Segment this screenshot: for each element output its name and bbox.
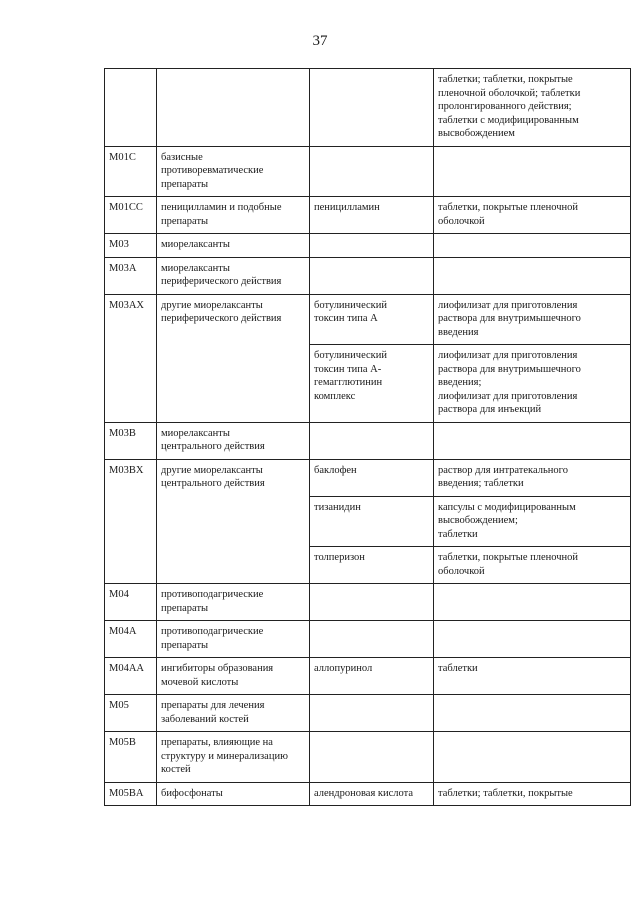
atc-code-cell: M01C	[105, 146, 157, 197]
dosage-form-cell	[434, 695, 631, 732]
table-row	[105, 732, 631, 783]
anatomical-group-cell: бифосфонаты	[157, 782, 310, 806]
atc-code-cell: M01CC	[105, 197, 157, 234]
drug-name-cell: тизанидин	[310, 496, 434, 547]
atc-code-cell: M05B	[105, 732, 157, 783]
drug-name-cell: ботулинический токсин типа А- гемагглютинин комплекс	[310, 345, 434, 423]
drug-table	[104, 68, 631, 806]
table-row	[105, 146, 631, 197]
drug-name-cell: толперизон	[310, 547, 434, 584]
anatomical-group-cell: препараты для лечения заболеваний костей	[157, 695, 310, 732]
table-row	[105, 658, 631, 695]
dosage-form-cell: таблетки	[434, 658, 631, 695]
drug-name-cell: баклофен	[310, 459, 434, 496]
atc-code-cell: M04A	[105, 621, 157, 658]
drug-name-cell: ботулинический токсин типа А	[310, 294, 434, 345]
dosage-form-cell: таблетки, покрытые пленочной оболочкой	[434, 547, 631, 584]
table-row	[105, 422, 631, 459]
table-row	[105, 257, 631, 294]
anatomical-group-cell: пеницилламин и подобные препараты	[157, 197, 310, 234]
page-number: 37	[312, 33, 328, 49]
drug-name-cell	[310, 69, 434, 147]
dosage-form-cell: таблетки; таблетки, покрытые пленочной оболочкой; таблетки пролонгированного действия; таблетки с модифицированным высвобождением	[434, 69, 631, 147]
table-row	[105, 782, 631, 806]
anatomical-group-cell: препараты, влияющие на структуру и минерализацию костей	[157, 732, 310, 783]
anatomical-group-cell: миорелаксанты	[157, 234, 310, 258]
table-row	[105, 294, 631, 345]
anatomical-group-cell: другие миорелаксанты центрального действия	[157, 459, 310, 584]
atc-code-cell: M03A	[105, 257, 157, 294]
drug-name-cell	[310, 257, 434, 294]
drug-name-cell: пеницилламин	[310, 197, 434, 234]
dosage-form-cell	[434, 257, 631, 294]
atc-code-cell: M03	[105, 234, 157, 258]
drug-name-cell	[310, 234, 434, 258]
drug-name-cell: алендроновая кислота	[310, 782, 434, 806]
table-row	[105, 459, 631, 496]
atc-code-cell: M05BA	[105, 782, 157, 806]
dosage-form-cell: таблетки, покрытые пленочной оболочкой	[434, 197, 631, 234]
dosage-form-cell: капсулы с модифицированным высвобождением; таблетки	[434, 496, 631, 547]
table-body	[105, 69, 631, 806]
dosage-form-cell: таблетки; таблетки, покрытые	[434, 782, 631, 806]
table-row	[105, 621, 631, 658]
drug-name-cell	[310, 422, 434, 459]
table-row	[105, 584, 631, 621]
dosage-form-cell	[434, 584, 631, 621]
dosage-form-cell	[434, 234, 631, 258]
dosage-form-cell	[434, 146, 631, 197]
drug-name-cell	[310, 621, 434, 658]
atc-code-cell: M03AX	[105, 294, 157, 422]
anatomical-group-cell: ингибиторы образования мочевой кислоты	[157, 658, 310, 695]
table-row	[105, 695, 631, 732]
dosage-form-cell	[434, 422, 631, 459]
atc-code-cell: M05	[105, 695, 157, 732]
drug-name-cell	[310, 146, 434, 197]
dosage-form-cell: раствор для интратекального введения; таблетки	[434, 459, 631, 496]
anatomical-group-cell	[157, 69, 310, 147]
atc-code-cell: M04AA	[105, 658, 157, 695]
anatomical-group-cell: миорелаксанты периферического действия	[157, 257, 310, 294]
table-row	[105, 69, 631, 147]
drug-name-cell	[310, 732, 434, 783]
drug-name-cell: аллопуринол	[310, 658, 434, 695]
atc-code-cell	[105, 69, 157, 147]
atc-code-cell: M03B	[105, 422, 157, 459]
anatomical-group-cell: противоподагрические препараты	[157, 621, 310, 658]
anatomical-group-cell: противоподагрические препараты	[157, 584, 310, 621]
dosage-form-cell	[434, 621, 631, 658]
dosage-form-cell: лиофилизат для приготовления раствора для внутримышечного введения	[434, 294, 631, 345]
drug-name-cell	[310, 584, 434, 621]
anatomical-group-cell: миорелаксанты центрального действия	[157, 422, 310, 459]
table-row	[105, 197, 631, 234]
dosage-form-cell: лиофилизат для приготовления раствора для внутримышечного введения; лиофилизат для приготовления раствора для инъекций	[434, 345, 631, 423]
drug-name-cell	[310, 695, 434, 732]
anatomical-group-cell: другие миорелаксанты периферического действия	[157, 294, 310, 422]
dosage-form-cell	[434, 732, 631, 783]
anatomical-group-cell: базисные противоревматические препараты	[157, 146, 310, 197]
atc-code-cell: M04	[105, 584, 157, 621]
atc-code-cell: M03BX	[105, 459, 157, 584]
table-row	[105, 234, 631, 258]
